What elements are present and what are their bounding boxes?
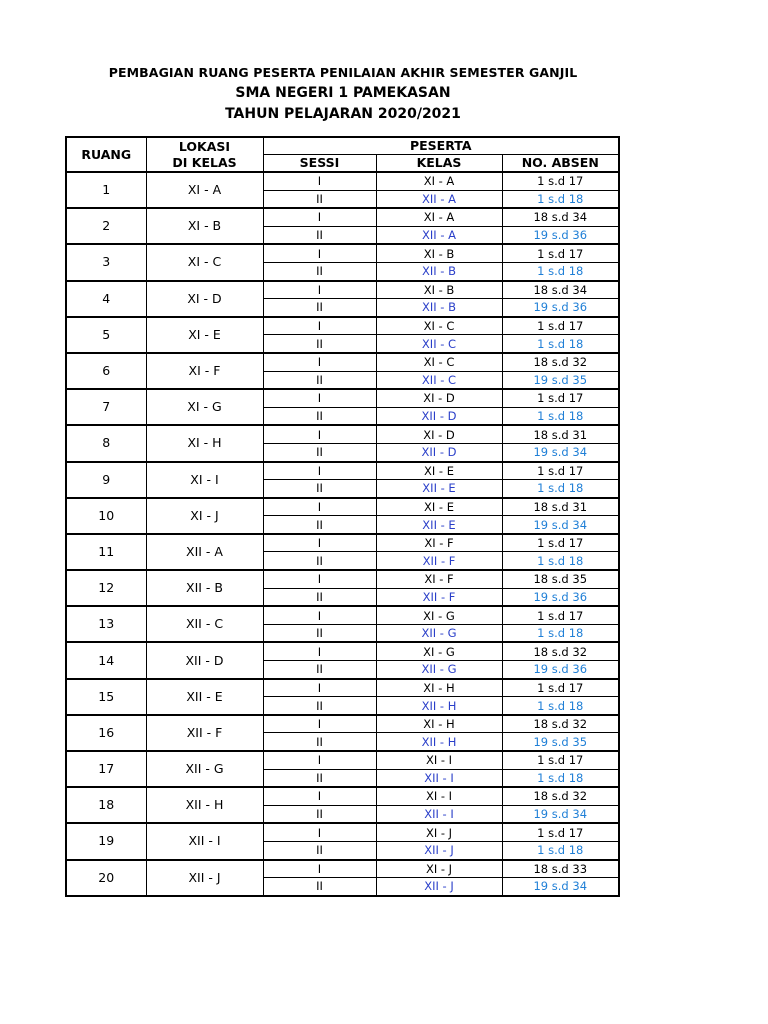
cell-kelas: XII - A <box>376 190 502 208</box>
room-assignment-table <box>65 136 620 897</box>
cell-ruang: 12 <box>66 570 146 606</box>
cell-ruang: 18 <box>66 787 146 823</box>
cell-sessi: II <box>263 371 376 389</box>
cell-sessi: II <box>263 299 376 317</box>
cell-absen: 1 s.d 17 <box>502 389 619 407</box>
table-row <box>66 570 619 588</box>
cell-lokasi: XII - F <box>146 715 263 751</box>
cell-kelas: XII - J <box>376 878 502 896</box>
cell-absen: 1 s.d 18 <box>502 335 619 353</box>
cell-sessi: II <box>263 878 376 896</box>
header-lokasi-line1: LOKASI <box>178 138 231 154</box>
cell-ruang: 5 <box>66 317 146 353</box>
table-row <box>66 787 619 805</box>
cell-absen: 19 s.d 35 <box>502 371 619 389</box>
cell-kelas: XI - G <box>376 642 502 660</box>
cell-kelas: XI - J <box>376 823 502 841</box>
cell-absen: 1 s.d 18 <box>502 262 619 280</box>
cell-sessi: I <box>263 534 376 552</box>
cell-absen: 18 s.d 32 <box>502 642 619 660</box>
cell-sessi: I <box>263 787 376 805</box>
cell-ruang: 2 <box>66 208 146 244</box>
cell-absen: 1 s.d 18 <box>502 697 619 715</box>
cell-absen: 1 s.d 17 <box>502 317 619 335</box>
cell-lokasi: XII - C <box>146 606 263 642</box>
cell-ruang: 9 <box>66 462 146 498</box>
cell-absen: 18 s.d 31 <box>502 498 619 516</box>
cell-absen: 19 s.d 36 <box>502 226 619 244</box>
cell-kelas: XII - B <box>376 262 502 280</box>
cell-ruang: 15 <box>66 679 146 715</box>
cell-kelas: XI - C <box>376 353 502 371</box>
cell-kelas: XI - D <box>376 425 502 443</box>
cell-lokasi: XII - G <box>146 751 263 787</box>
cell-absen: 19 s.d 36 <box>502 661 619 679</box>
cell-kelas: XII - F <box>376 552 502 570</box>
cell-lokasi: XI - D <box>146 281 263 317</box>
cell-sessi: I <box>263 208 376 226</box>
table-row <box>66 679 619 697</box>
cell-sessi: I <box>263 860 376 878</box>
cell-absen: 1 s.d 17 <box>502 679 619 697</box>
cell-absen: 18 s.d 34 <box>502 208 619 226</box>
cell-sessi: I <box>263 281 376 299</box>
cell-ruang: 17 <box>66 751 146 787</box>
table-body <box>66 172 619 896</box>
cell-kelas: XII - H <box>376 697 502 715</box>
cell-sessi: I <box>263 751 376 769</box>
cell-lokasi: XI - C <box>146 244 263 280</box>
cell-lokasi: XI - J <box>146 498 263 534</box>
cell-lokasi: XII - J <box>146 860 263 896</box>
cell-sessi: I <box>263 389 376 407</box>
cell-sessi: II <box>263 480 376 498</box>
cell-ruang: 14 <box>66 642 146 678</box>
cell-sessi: I <box>263 498 376 516</box>
table-row <box>66 353 619 371</box>
table-row <box>66 606 619 624</box>
cell-sessi: I <box>263 715 376 733</box>
cell-lokasi: XII - I <box>146 823 263 859</box>
header-kelas: KELAS <box>376 155 502 173</box>
cell-kelas: XI - B <box>376 244 502 262</box>
cell-lokasi: XI - I <box>146 462 263 498</box>
cell-kelas: XII - C <box>376 371 502 389</box>
cell-absen: 19 s.d 36 <box>502 299 619 317</box>
title-year: TAHUN PELAJARAN 2020/2021 <box>225 106 461 122</box>
cell-sessi: I <box>263 679 376 697</box>
cell-ruang: 10 <box>66 498 146 534</box>
cell-kelas: XI - C <box>376 317 502 335</box>
cell-ruang: 6 <box>66 353 146 389</box>
cell-lokasi: XII - B <box>146 570 263 606</box>
cell-sessi: I <box>263 462 376 480</box>
cell-sessi: I <box>263 425 376 443</box>
cell-sessi: II <box>263 226 376 244</box>
cell-absen: 1 s.d 18 <box>502 480 619 498</box>
cell-absen: 18 s.d 34 <box>502 281 619 299</box>
table-row <box>66 317 619 335</box>
cell-absen: 18 s.d 31 <box>502 425 619 443</box>
cell-absen: 18 s.d 32 <box>502 715 619 733</box>
cell-absen: 1 s.d 18 <box>502 190 619 208</box>
cell-kelas: XI - I <box>376 751 502 769</box>
cell-kelas: XII - A <box>376 226 502 244</box>
cell-lokasi: XII - A <box>146 534 263 570</box>
cell-lokasi: XI - G <box>146 389 263 425</box>
cell-absen: 1 s.d 18 <box>502 841 619 859</box>
cell-lokasi: XII - D <box>146 642 263 678</box>
cell-kelas: XI - E <box>376 498 502 516</box>
cell-kelas: XII - G <box>376 661 502 679</box>
table-row <box>66 208 619 226</box>
cell-absen: 18 s.d 32 <box>502 787 619 805</box>
cell-kelas: XI - J <box>376 860 502 878</box>
cell-absen: 1 s.d 17 <box>502 751 619 769</box>
cell-kelas: XII - E <box>376 480 502 498</box>
cell-lokasi: XI - F <box>146 353 263 389</box>
cell-kelas: XI - F <box>376 534 502 552</box>
cell-sessi: II <box>263 697 376 715</box>
cell-kelas: XII - G <box>376 624 502 642</box>
header-peserta: PESERTA <box>263 137 619 155</box>
cell-sessi: II <box>263 588 376 606</box>
table-row <box>66 715 619 733</box>
cell-sessi: II <box>263 624 376 642</box>
cell-kelas: XII - I <box>376 769 502 787</box>
table-row <box>66 498 619 516</box>
cell-ruang: 19 <box>66 823 146 859</box>
cell-sessi: II <box>263 443 376 461</box>
cell-kelas: XII - E <box>376 516 502 534</box>
header-ruang: RUANG <box>66 137 146 172</box>
cell-absen: 19 s.d 34 <box>502 805 619 823</box>
cell-sessi: II <box>263 769 376 787</box>
table-row <box>66 425 619 443</box>
cell-absen: 1 s.d 17 <box>502 172 619 190</box>
cell-lokasi: XII - H <box>146 787 263 823</box>
cell-absen: 1 s.d 18 <box>502 624 619 642</box>
cell-absen: 1 s.d 17 <box>502 462 619 480</box>
cell-sessi: I <box>263 606 376 624</box>
cell-ruang: 8 <box>66 425 146 461</box>
cell-absen: 18 s.d 35 <box>502 570 619 588</box>
cell-kelas: XI - H <box>376 715 502 733</box>
cell-absen: 19 s.d 34 <box>502 878 619 896</box>
cell-sessi: I <box>263 570 376 588</box>
cell-absen: 18 s.d 32 <box>502 353 619 371</box>
cell-lokasi: XI - E <box>146 317 263 353</box>
cell-kelas: XI - A <box>376 172 502 190</box>
document-header <box>0 63 686 125</box>
cell-sessi: I <box>263 353 376 371</box>
cell-ruang: 13 <box>66 606 146 642</box>
table-row <box>66 281 619 299</box>
cell-sessi: II <box>263 552 376 570</box>
cell-kelas: XII - B <box>376 299 502 317</box>
cell-sessi: II <box>263 335 376 353</box>
cell-absen: 19 s.d 34 <box>502 443 619 461</box>
cell-ruang: 4 <box>66 281 146 317</box>
cell-kelas: XI - G <box>376 606 502 624</box>
cell-sessi: II <box>263 661 376 679</box>
cell-kelas: XI - B <box>376 281 502 299</box>
cell-sessi: I <box>263 244 376 262</box>
cell-sessi: II <box>263 516 376 534</box>
cell-sessi: I <box>263 317 376 335</box>
cell-kelas: XI - E <box>376 462 502 480</box>
cell-lokasi: XI - H <box>146 425 263 461</box>
table-row <box>66 751 619 769</box>
cell-kelas: XII - C <box>376 335 502 353</box>
cell-sessi: I <box>263 642 376 660</box>
cell-absen: 1 s.d 18 <box>502 552 619 570</box>
cell-absen: 1 s.d 17 <box>502 534 619 552</box>
cell-absen: 19 s.d 34 <box>502 516 619 534</box>
cell-absen: 1 s.d 18 <box>502 407 619 425</box>
cell-absen: 19 s.d 35 <box>502 733 619 751</box>
cell-lokasi: XII - E <box>146 679 263 715</box>
table-row <box>66 642 619 660</box>
cell-ruang: 1 <box>66 172 146 208</box>
cell-sessi: I <box>263 172 376 190</box>
cell-absen: 1 s.d 17 <box>502 606 619 624</box>
cell-sessi: II <box>263 733 376 751</box>
title-school: SMA NEGERI 1 PAMEKASAN <box>235 85 451 101</box>
cell-ruang: 7 <box>66 389 146 425</box>
cell-sessi: II <box>263 407 376 425</box>
cell-kelas: XI - A <box>376 208 502 226</box>
table-row <box>66 534 619 552</box>
cell-sessi: II <box>263 262 376 280</box>
cell-kelas: XII - F <box>376 588 502 606</box>
cell-sessi: II <box>263 841 376 859</box>
table-row <box>66 823 619 841</box>
cell-absen: 1 s.d 17 <box>502 823 619 841</box>
cell-lokasi: XI - A <box>146 172 263 208</box>
cell-absen: 18 s.d 33 <box>502 860 619 878</box>
header-absen: NO. ABSEN <box>502 155 619 173</box>
cell-kelas: XI - I <box>376 787 502 805</box>
cell-kelas: XII - H <box>376 733 502 751</box>
cell-ruang: 11 <box>66 534 146 570</box>
table-row <box>66 389 619 407</box>
cell-kelas: XI - D <box>376 389 502 407</box>
cell-kelas: XII - I <box>376 805 502 823</box>
table-row <box>66 244 619 262</box>
table-row <box>66 462 619 480</box>
table-row <box>66 172 619 190</box>
title-line-1: PEMBAGIAN RUANG PESERTA PENILAIAN AKHIR SEMESTER GANJIL <box>108 65 578 80</box>
cell-ruang: 3 <box>66 244 146 280</box>
header-lokasi <box>146 137 263 172</box>
cell-kelas: XII - D <box>376 443 502 461</box>
cell-sessi: II <box>263 805 376 823</box>
cell-sessi: I <box>263 823 376 841</box>
cell-lokasi: XI - B <box>146 208 263 244</box>
cell-kelas: XI - F <box>376 570 502 588</box>
cell-ruang: 16 <box>66 715 146 751</box>
cell-kelas: XI - H <box>376 679 502 697</box>
cell-kelas: XII - J <box>376 841 502 859</box>
cell-absen: 19 s.d 36 <box>502 588 619 606</box>
table-row <box>66 860 619 878</box>
cell-absen: 1 s.d 17 <box>502 244 619 262</box>
cell-kelas: XII - D <box>376 407 502 425</box>
cell-sessi: II <box>263 190 376 208</box>
header-sessi: SESSI <box>263 155 376 173</box>
cell-ruang: 20 <box>66 860 146 896</box>
header-lokasi-line2: DI KELAS <box>172 154 237 170</box>
cell-absen: 1 s.d 18 <box>502 769 619 787</box>
